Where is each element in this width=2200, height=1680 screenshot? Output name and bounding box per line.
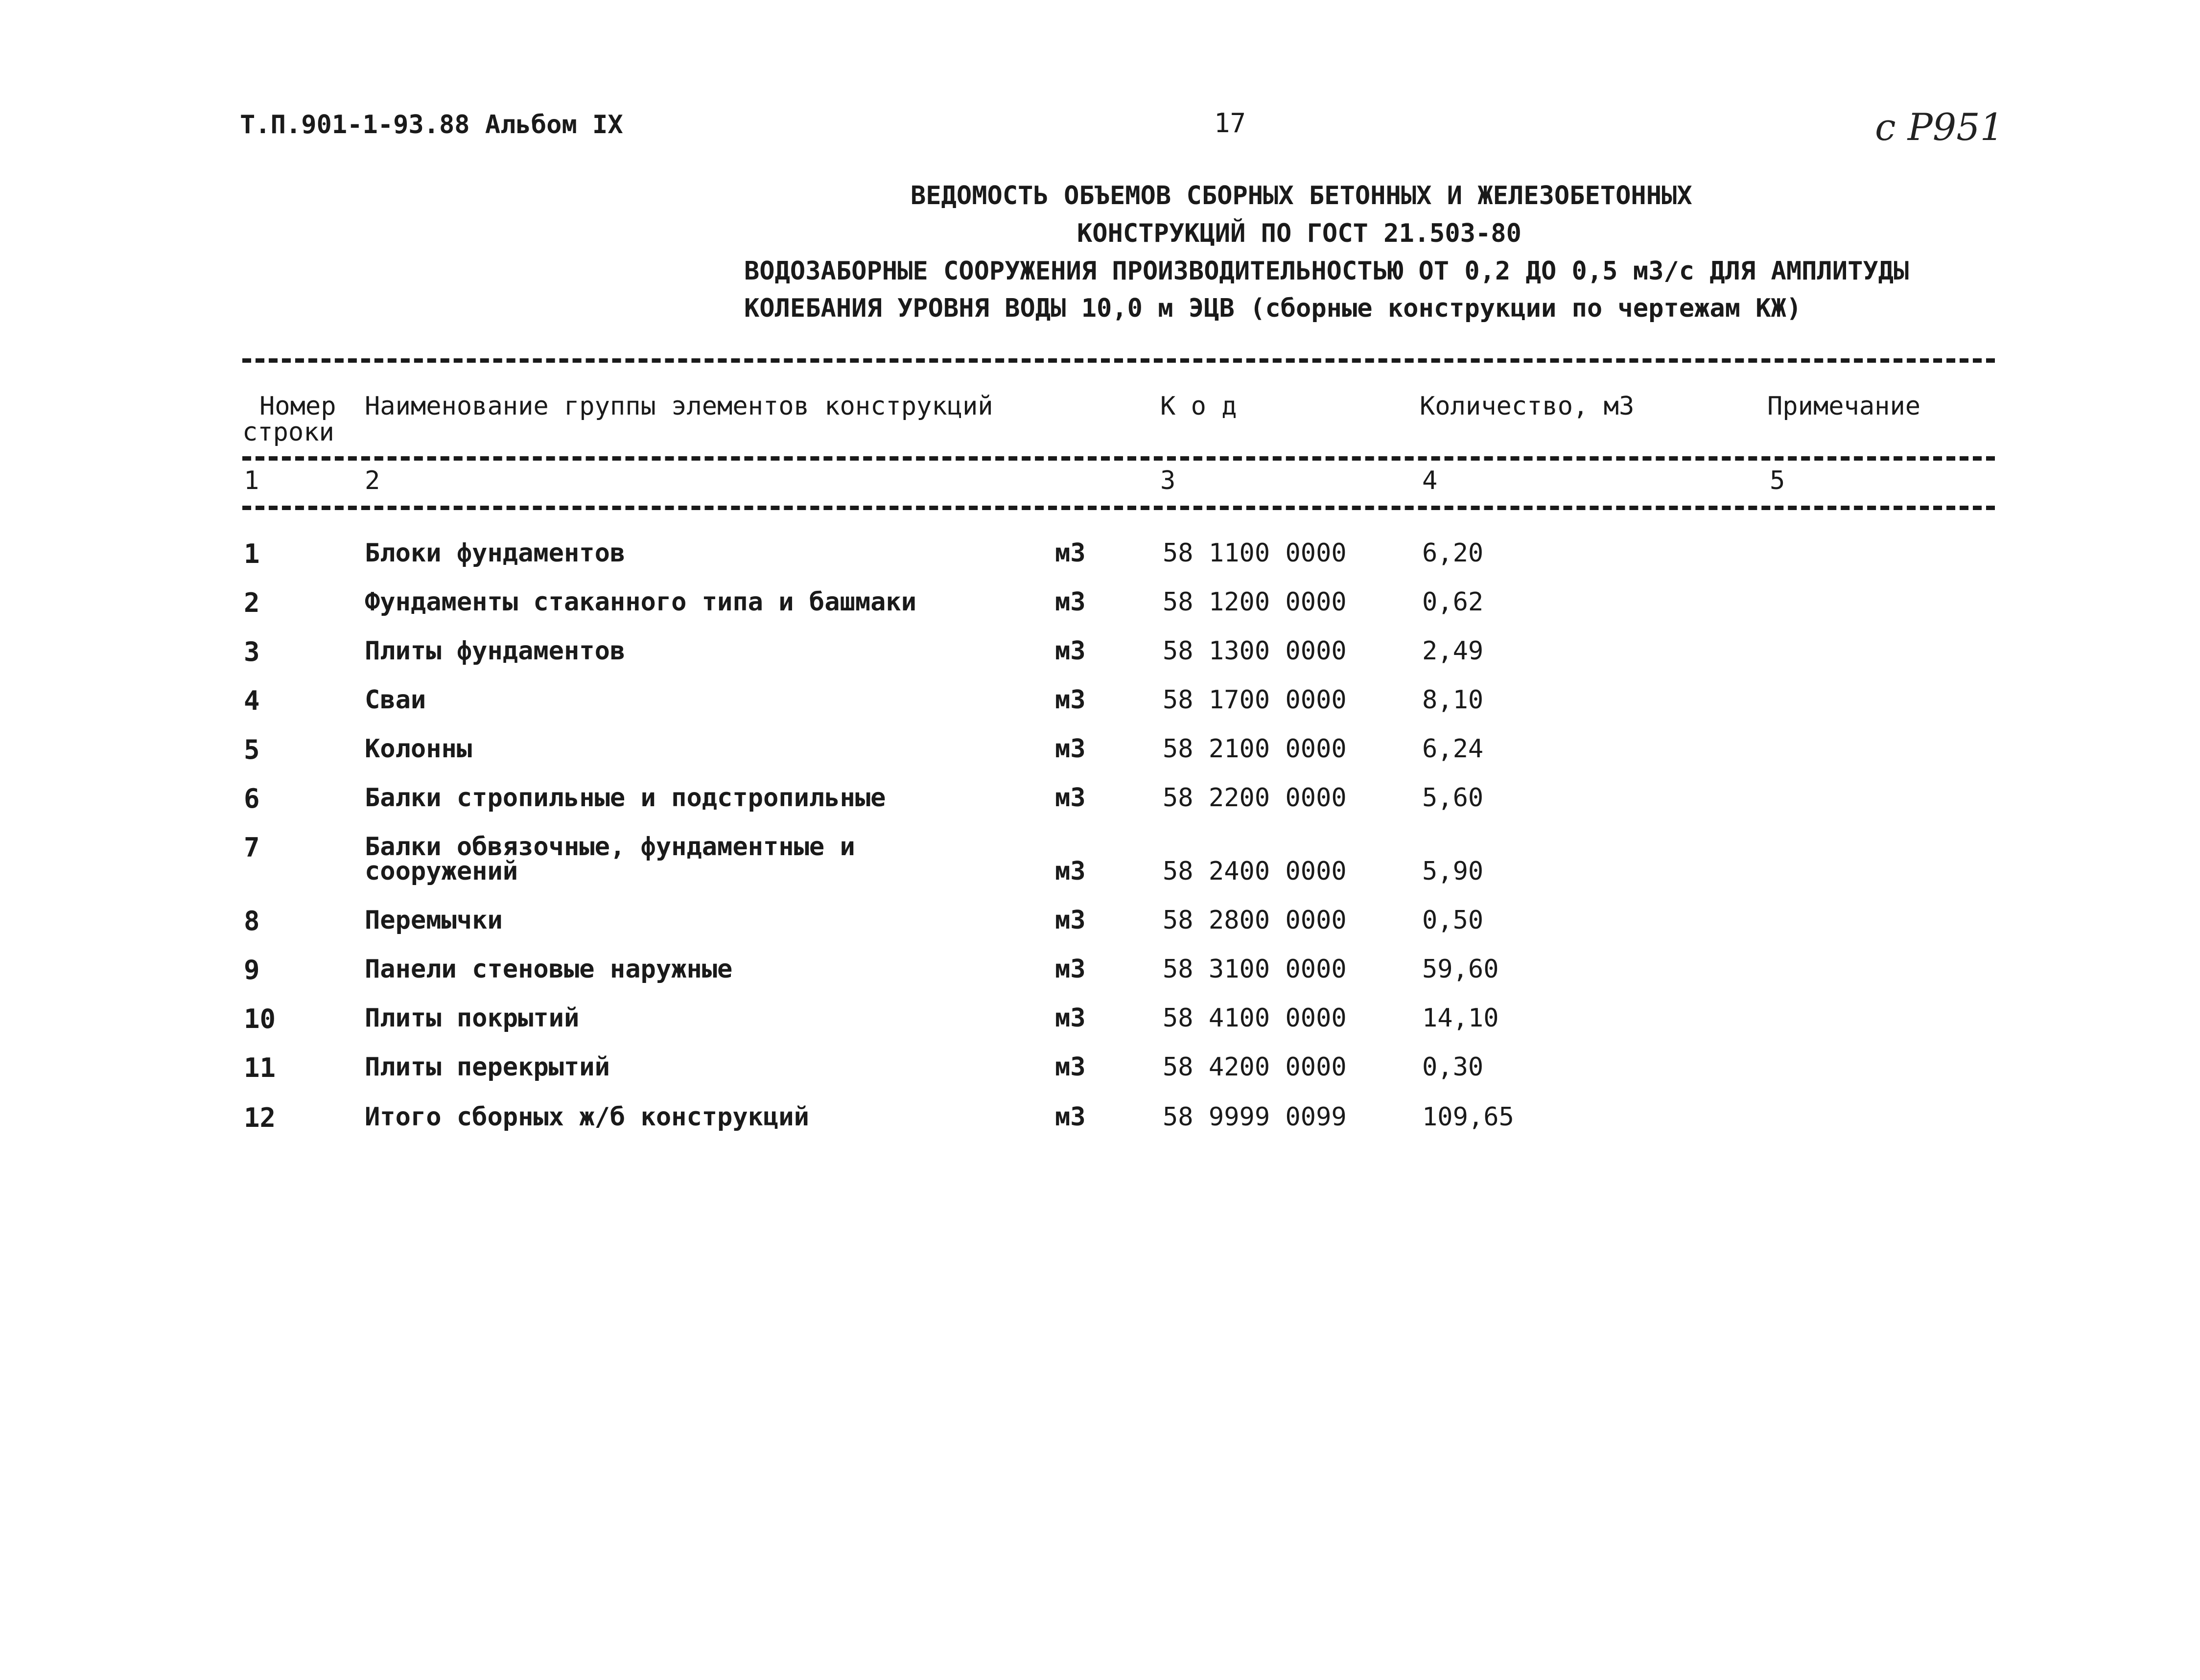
document-reference: Т.П.901-1-93.88 Альбом IX	[240, 110, 623, 140]
row-unit: м3	[1055, 906, 1086, 935]
row-quantity: 2,49	[1422, 636, 1484, 666]
row-name: Фундаменты стаканного типа и башмаки	[365, 587, 917, 617]
row-code: 58 1100 0000	[1163, 538, 1347, 568]
col-header-note: Примечание	[1767, 392, 1921, 421]
row-unit: м3	[1055, 685, 1086, 715]
row-number: 9	[244, 955, 260, 985]
row-name: Плиты покрытий	[365, 1003, 580, 1033]
row-quantity: 8,10	[1422, 685, 1484, 715]
page-number: 17	[1214, 108, 1246, 139]
handwritten-stamp: с Р951	[1875, 105, 2004, 149]
row-name-continuation: сооружений	[365, 857, 518, 886]
row-number: 7	[244, 832, 260, 863]
col-header-number-line2: строки	[242, 418, 334, 447]
row-unit: м3	[1055, 587, 1086, 617]
col-header-number-line1: Номер	[259, 392, 336, 421]
col-number-4: 4	[1422, 466, 1438, 495]
table-numbering-rule	[242, 506, 1995, 510]
row-unit: м3	[1055, 734, 1086, 764]
row-number: 5	[244, 734, 260, 765]
row-name: Плиты фундаментов	[365, 636, 626, 666]
row-code: 58 3100 0000	[1163, 955, 1347, 984]
row-name: Балки стропильные и подстропильные	[365, 783, 886, 813]
row-number: 4	[244, 685, 260, 716]
row-name: Перемычки	[365, 906, 503, 935]
row-code: 58 2800 0000	[1163, 906, 1347, 935]
row-name: Плиты перекрытий	[365, 1052, 610, 1082]
row-unit: м3	[1055, 1003, 1086, 1033]
table-header-rule	[242, 456, 1995, 461]
col-number-5: 5	[1770, 466, 1785, 495]
row-quantity: 6,24	[1422, 734, 1484, 764]
row-code: 58 9999 0099	[1163, 1102, 1347, 1132]
col-header-quantity: Количество, м3	[1420, 392, 1635, 421]
row-number: 2	[244, 587, 260, 618]
row-name: Блоки фундаментов	[365, 538, 626, 568]
title-line-4: КОЛЕБАНИЯ УРОВНЯ ВОДЫ 10,0 м ЭЦВ (сборные конструкции по чертежам КЖ)	[744, 294, 1802, 323]
row-quantity: 14,10	[1422, 1003, 1499, 1033]
row-code: 58 1700 0000	[1163, 685, 1347, 715]
row-name: Балки обвязочные, фундаментные и	[365, 832, 855, 862]
row-unit: м3	[1055, 636, 1086, 666]
row-number: 12	[244, 1102, 276, 1133]
row-name: Итого сборных ж/б конструкций	[365, 1102, 809, 1132]
row-number: 10	[244, 1003, 276, 1034]
row-quantity: 5,90	[1422, 857, 1484, 886]
title-line-3: ВОДОЗАБОРНЫЕ СООРУЖЕНИЯ ПРОИЗВОДИТЕЛЬНОСТЬЮ ОТ 0,2 ДО 0,5 м3/с ДЛЯ АМПЛИТУДЫ	[744, 257, 1909, 286]
row-number: 8	[244, 906, 260, 936]
row-quantity: 0,50	[1422, 906, 1484, 935]
row-code: 58 4100 0000	[1163, 1003, 1347, 1033]
row-number: 11	[244, 1052, 276, 1083]
col-number-2: 2	[365, 466, 380, 495]
col-header-code: К о д	[1160, 392, 1237, 421]
row-code: 58 2100 0000	[1163, 734, 1347, 764]
row-unit: м3	[1055, 783, 1086, 813]
table-top-rule	[242, 358, 1995, 363]
col-number-3: 3	[1160, 466, 1176, 495]
row-quantity: 0,30	[1422, 1052, 1484, 1082]
row-quantity: 109,65	[1422, 1102, 1514, 1132]
row-code: 58 2400 0000	[1163, 857, 1347, 886]
row-number: 6	[244, 783, 260, 814]
row-code: 58 1200 0000	[1163, 587, 1347, 617]
title-line-2: КОНСТРУКЦИЙ ПО ГОСТ 21.503-80	[1077, 219, 1521, 248]
row-unit: м3	[1055, 857, 1086, 886]
row-name: Колонны	[365, 734, 472, 764]
col-header-name: Наименование группы элементов конструкций	[365, 392, 993, 421]
row-number: 3	[244, 636, 260, 667]
row-quantity: 5,60	[1422, 783, 1484, 813]
row-unit: м3	[1055, 1102, 1086, 1132]
row-code: 58 1300 0000	[1163, 636, 1347, 666]
row-quantity: 0,62	[1422, 587, 1484, 617]
row-code: 58 2200 0000	[1163, 783, 1347, 813]
row-unit: м3	[1055, 1052, 1086, 1082]
row-name: Панели стеновые наружные	[365, 955, 733, 984]
row-unit: м3	[1055, 538, 1086, 568]
row-number: 1	[244, 538, 260, 569]
title-line-1: ВЕДОМОСТЬ ОБЪЕМОВ СБОРНЫХ БЕТОННЫХ И ЖЕЛЕЗОБЕТОННЫХ	[911, 181, 1692, 210]
col-number-1: 1	[244, 466, 259, 495]
row-name: Сваи	[365, 685, 426, 715]
row-quantity: 6,20	[1422, 538, 1484, 568]
row-unit: м3	[1055, 955, 1086, 984]
row-code: 58 4200 0000	[1163, 1052, 1347, 1082]
row-quantity: 59,60	[1422, 955, 1499, 984]
